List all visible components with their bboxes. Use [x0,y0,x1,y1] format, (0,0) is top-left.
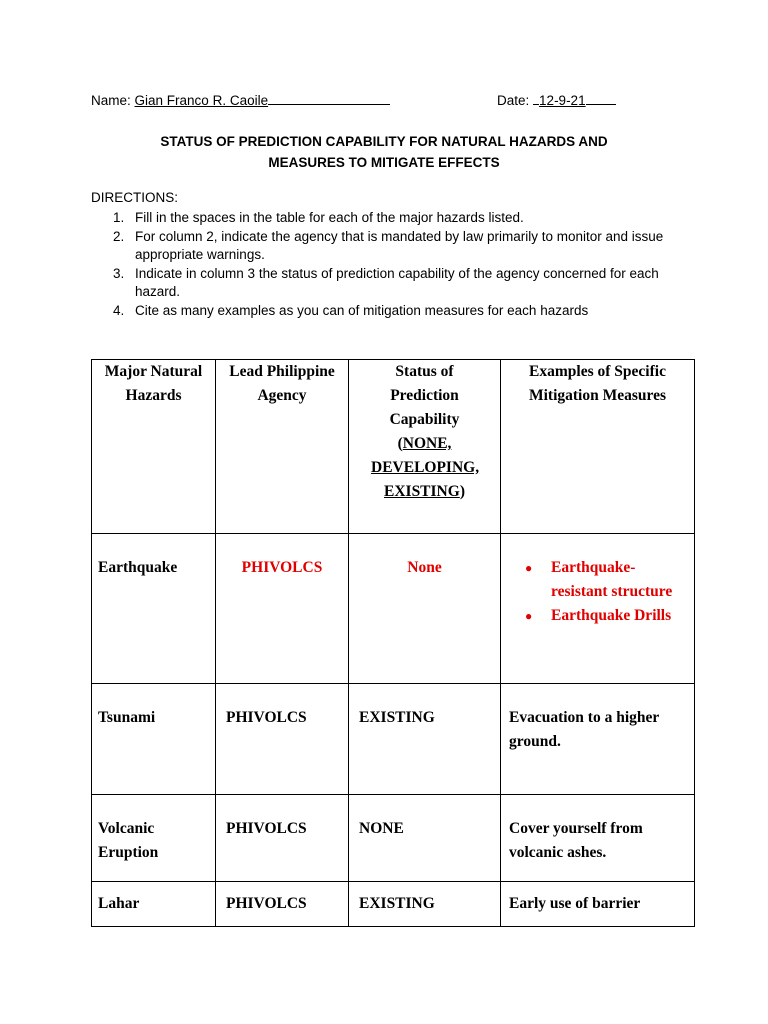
measures-cell [501,795,695,882]
direction-item [91,209,681,228]
table-header-row [92,360,695,534]
direction-text: Cite as many examples as you can of mitigation measures for each hazards [135,302,589,318]
measure-text: Earthquake Drills [551,607,672,624]
status-cell [349,795,501,882]
table-row [92,684,695,795]
directions-list [91,209,681,320]
date-fill-line-right [586,92,616,105]
hazard-cell [92,882,216,927]
measures-cell [501,882,695,927]
agency-name: PHIVOLCS [226,820,307,837]
table-row [92,882,695,927]
list-item [523,556,688,604]
hazard-name: Lahar [98,895,140,912]
status-cell [349,882,501,927]
title-line-1: STATUS OF PREDICTION CAPABILITY FOR NATURAL HAZARDS AND [160,134,608,149]
measures-cell [501,684,695,795]
agency-name: PHIVOLCS [226,709,307,726]
direction-text: Indicate in column 3 the status of prediction capability of the agency concerned for each hazard. [135,265,659,299]
date-line [497,92,616,108]
header-status-options: NONE, DEVELOPING, EXISTING [371,435,480,500]
hazard-name: Tsunami [98,709,156,726]
status-value: EXISTING [359,709,435,726]
header-measures-text: Examples of Specific Mitigation Measures [528,363,667,404]
status-value: EXISTING [359,895,435,912]
header-status-open-paren: ( [397,435,403,452]
direction-number: 3. [113,265,125,281]
name-line [91,92,390,108]
measure-text: Early use of barrier [509,895,641,912]
hazard-name: Earthquake [98,559,178,576]
direction-text: For column 2, indicate the agency that is mandated by law primarily to monitor and issue appropriate warnings. [135,228,664,262]
direction-item [91,265,681,302]
direction-text: Fill in the spaces in the table for each of the major hazards listed. [135,210,524,225]
measures-cell [501,534,695,684]
bullet-icon: ● [525,561,533,575]
header-cell-status [349,360,501,534]
agency-cell [216,795,349,882]
table-row [92,795,695,882]
list-item [523,604,688,628]
page-title [0,131,768,173]
measure-text: Evacuation to a higher ground. [509,709,659,750]
name-label: Name: [91,93,131,108]
header-agency-text: Lead Philippine Agency [229,363,335,404]
agency-cell [216,684,349,795]
direction-number: 4. [113,302,125,318]
name-value: Gian Franco R. Caoile [134,93,269,108]
direction-number: 1. [113,210,125,225]
direction-item [91,228,681,265]
date-label: Date: [497,93,530,108]
measures-list [501,556,688,628]
title-line-2: MEASURES TO MITIGATE EFFECTS [268,155,500,170]
status-value: None [407,559,442,576]
directions-label: DIRECTIONS: [91,190,179,205]
table-row [92,534,695,684]
agency-cell [216,882,349,927]
hazard-name: Volcanic Eruption [98,820,159,861]
header-cell-agency [216,360,349,534]
hazard-cell [92,684,216,795]
agency-name: PHIVOLCS [226,895,307,912]
bullet-icon: ● [525,609,533,623]
direction-item [91,302,681,321]
hazard-cell [92,534,216,684]
header-cell-hazards [92,360,216,534]
status-value: NONE [359,820,404,837]
header-status-main: Status of Prediction Capability [389,363,460,428]
direction-number: 2. [113,228,125,244]
measures-list-wrap [501,534,694,628]
hazards-table [91,359,695,927]
status-cell [349,534,501,684]
header-status-text [349,360,500,504]
date-value: 12-9-21 [539,93,586,108]
header-cell-measures [501,360,695,534]
measure-text: Cover yourself from volcanic ashes. [509,820,643,861]
agency-name: PHIVOLCS [241,559,323,576]
name-fill-line [268,92,390,105]
agency-cell [216,534,349,684]
measure-text: Earthquake-resistant structure [551,559,673,600]
status-cell [349,684,501,795]
header-hazards-text: Major Natural Hazards [104,363,203,404]
header-status-close-paren: ) [459,483,465,500]
hazard-cell [92,795,216,882]
